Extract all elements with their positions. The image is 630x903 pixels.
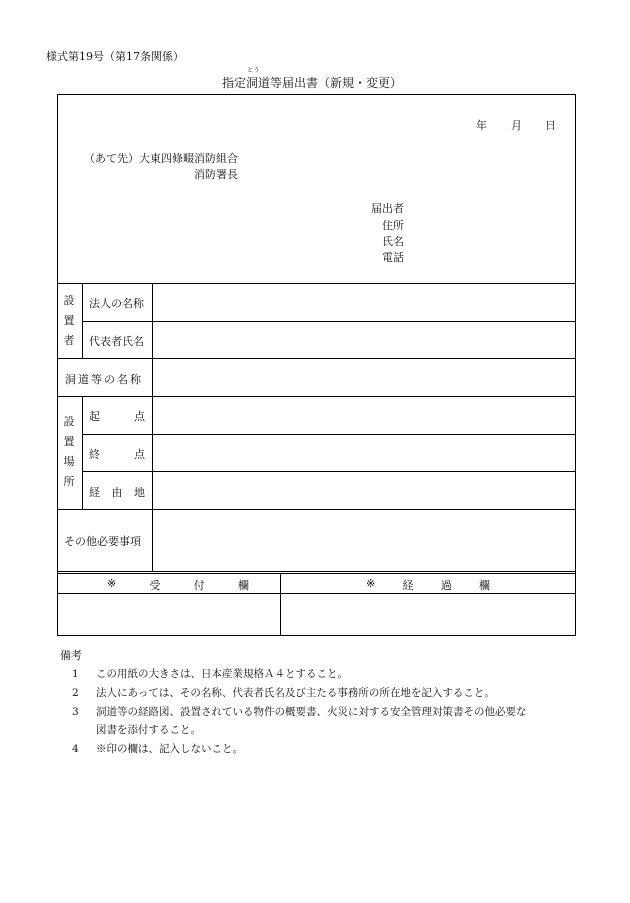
tunnel-name-label: 洞道等の名称 xyxy=(65,373,143,386)
divider-other-2 xyxy=(57,573,576,574)
note-item: 4 ※印の欄は、記入しないこと。 xyxy=(72,743,243,755)
divider-installer xyxy=(82,321,576,322)
start-point-label: 起 点 xyxy=(89,410,145,423)
note-item: 2 法人にあっては、その名称、代表者氏名及び主たる事務所の所在地を記入すること。 xyxy=(72,687,495,699)
addressee-org: （あて先）大東四條畷消防組合 xyxy=(84,152,238,165)
form-number: 様式第19号（第17条関係） xyxy=(46,50,184,63)
address-label: 住所 xyxy=(382,219,404,232)
page-title: 指定洞道等届出書（新規・変更） xyxy=(222,76,403,90)
date-day: 日 xyxy=(545,119,556,132)
vline-office-split xyxy=(280,573,281,636)
divider-end xyxy=(82,471,576,472)
corp-name-label: 法人の名称 xyxy=(89,297,144,310)
phone-label: 電話 xyxy=(382,251,404,264)
divider-top-block xyxy=(57,283,576,284)
reception-column-header: ※ 受 付 欄 xyxy=(107,577,249,592)
divider-start xyxy=(82,434,576,435)
vline-label-column xyxy=(152,283,153,571)
via-label: 経 由 地 xyxy=(89,486,145,499)
form-frame xyxy=(57,94,576,636)
divider-tunnel-name xyxy=(57,396,576,397)
progress-column-header: ※ 経 過 欄 xyxy=(366,577,490,592)
divider-location-end xyxy=(57,509,576,510)
rep-name-label: 代表者氏名 xyxy=(89,335,144,348)
name-label: 氏名 xyxy=(382,235,404,248)
notifier-label: 届出者 xyxy=(371,202,404,215)
vline-installer-group xyxy=(82,283,83,358)
date-year: 年 xyxy=(476,119,487,132)
divider-office-header xyxy=(57,593,576,594)
notes-title: 備考 xyxy=(60,649,82,662)
title-ruby: とう xyxy=(247,67,261,74)
other-items-label: その他必要事項 xyxy=(64,535,141,548)
installer-group-label: 設 置 者 xyxy=(63,294,75,347)
date-month: 月 xyxy=(511,119,522,132)
vline-location-group xyxy=(82,396,83,509)
addressee-title: 消防署長 xyxy=(194,168,238,181)
end-point-label: 終 点 xyxy=(89,448,145,461)
divider-installer-end xyxy=(57,358,576,359)
location-group-label: 設 置 場 所 xyxy=(63,415,75,488)
note-item: 1 この用紙の大きさは、日本産業規格Ａ４とすること。 xyxy=(72,668,348,680)
note-item: 3 洞道等の経路図、設置されている物件の概要書、火災に対する安全管理対策書その他必要な xyxy=(72,706,527,718)
note-item-continued: 図書を添付すること。 xyxy=(96,724,201,736)
divider-other-1 xyxy=(57,571,576,572)
